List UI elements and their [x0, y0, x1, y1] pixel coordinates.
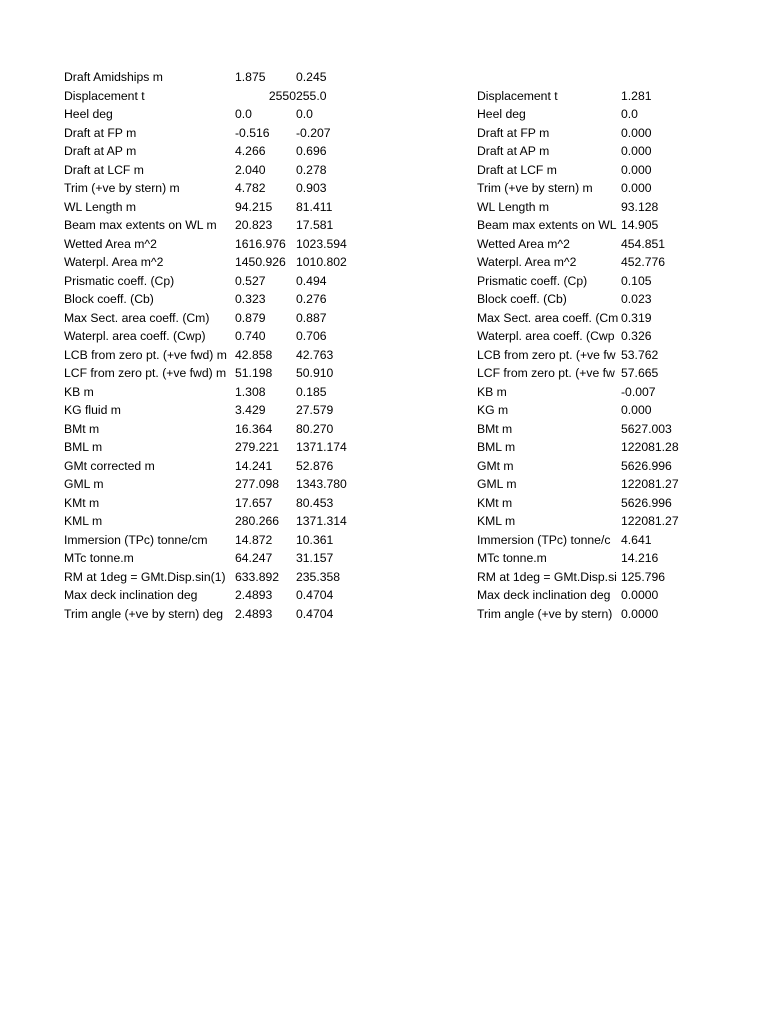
value-cell[interactable]: 0.0 — [296, 107, 313, 121]
table-row — [477, 290, 707, 309]
value-cell[interactable]: 17.657 — [235, 495, 273, 510]
table-row — [64, 272, 404, 291]
row-label-cell[interactable]: Immersion (TPc) tonne/cm — [64, 532, 208, 547]
row-label-cell[interactable]: Waterpl. area coeff. (Cwp) — [64, 329, 206, 343]
row-label-cell[interactable]: Draft at FP m — [477, 125, 550, 140]
row-label-cell[interactable]: LCB from zero pt. (+ve fwd) m — [64, 347, 227, 362]
value-cell[interactable]: 5627.003 — [621, 421, 672, 436]
row-label-cell[interactable]: KB m — [64, 384, 94, 399]
row-label-cell[interactable]: WL Length m — [64, 199, 137, 214]
value-cell[interactable]: 0.706 — [296, 329, 327, 343]
value-cell[interactable]: 0.023 — [621, 292, 652, 306]
table-row — [477, 457, 707, 476]
table-row — [64, 216, 404, 235]
table-row — [477, 346, 707, 365]
value-cell[interactable]: 122081.27 — [621, 514, 679, 528]
value-cell[interactable]: 1.281 — [621, 88, 652, 103]
value-cell[interactable]: 0.0 — [621, 107, 638, 121]
hydrostatics-table-left — [64, 68, 404, 623]
value-cell[interactable]: 0.000 — [621, 403, 652, 417]
value-cell[interactable]: 14.905 — [621, 218, 659, 232]
value-cell[interactable]: -0.516 — [235, 125, 270, 140]
value-cell[interactable]: 0.494 — [296, 273, 327, 288]
row-label-cell[interactable]: KMt m — [64, 495, 100, 510]
value-cell[interactable]: 122081.28 — [621, 440, 679, 454]
value-cell[interactable]: 280.266 — [235, 514, 280, 528]
table-row — [477, 124, 707, 143]
row-label-cell[interactable]: BMt m — [477, 421, 513, 436]
table-row — [64, 457, 404, 476]
value-cell[interactable]: 0.105 — [621, 273, 652, 288]
table-row — [64, 438, 404, 457]
row-label-cell[interactable]: Draft at AP m — [477, 144, 550, 158]
value-cell[interactable]: 0.0000 — [621, 588, 659, 602]
value-cell[interactable]: 3.429 — [235, 403, 266, 417]
value-cell[interactable]: 0.000 — [621, 144, 652, 158]
table-row — [64, 512, 404, 531]
row-label-cell[interactable]: RM at 1deg = GMt.Disp.si — [477, 569, 617, 584]
row-label-cell[interactable]: MTc tonne.m — [477, 551, 547, 565]
value-cell[interactable]: 1371.174 — [296, 440, 347, 454]
value-cell[interactable]: 0.276 — [296, 292, 327, 306]
table-row — [477, 494, 707, 513]
table-row — [477, 401, 707, 420]
table-row — [64, 124, 404, 143]
value-cell[interactable]: 10.361 — [296, 532, 334, 547]
row-label-cell[interactable]: Heel deg — [477, 107, 526, 121]
table-row — [64, 87, 404, 106]
table-row — [64, 327, 404, 346]
value-cell[interactable]: 0.903 — [296, 181, 327, 195]
table-row — [64, 235, 404, 254]
table-row — [64, 142, 404, 161]
row-label-cell[interactable]: Trim angle (+ve by stern) — [477, 606, 613, 621]
table-row — [64, 568, 404, 587]
table-row — [64, 364, 404, 383]
table-row — [64, 383, 404, 402]
table-row — [477, 420, 707, 439]
value-cell[interactable]: -0.007 — [621, 384, 656, 399]
row-label-cell[interactable]: Block coeff. (Cb) — [64, 292, 154, 306]
value-cell[interactable]: 93.128 — [621, 199, 659, 214]
table-row — [64, 420, 404, 439]
value-cell[interactable]: 277.098 — [235, 477, 280, 491]
value-cell[interactable]: 52.876 — [296, 458, 334, 473]
value-cell[interactable]: 0.0000 — [621, 606, 659, 621]
value-cell[interactable]: 0.185 — [296, 384, 327, 399]
value-cell[interactable]: 0.696 — [296, 144, 327, 158]
row-label-cell[interactable]: Beam max extents on WL m — [64, 218, 217, 232]
row-label-cell[interactable]: Prismatic coeff. (Cp) — [64, 273, 175, 288]
value-cell[interactable]: 53.762 — [621, 347, 659, 362]
value-cell[interactable]: 2550 — [268, 88, 296, 103]
value-cell[interactable]: 0.0 — [235, 107, 252, 121]
row-label-cell[interactable]: KG fluid m — [64, 403, 121, 417]
table-row — [64, 494, 404, 513]
row-label-cell[interactable]: BML m — [64, 440, 103, 454]
value-cell[interactable]: 20.823 — [235, 218, 273, 232]
table-row — [64, 475, 404, 494]
value-cell[interactable]: 5626.996 — [621, 458, 672, 473]
value-cell[interactable]: 235.358 — [296, 569, 341, 584]
value-cell[interactable]: 1371.314 — [296, 514, 347, 528]
value-cell[interactable]: 0.319 — [621, 310, 652, 325]
table-row — [64, 198, 404, 217]
value-cell[interactable]: 0.326 — [621, 329, 652, 343]
value-cell[interactable]: 27.579 — [296, 403, 334, 417]
table-row — [477, 198, 707, 217]
value-cell[interactable]: 50.910 — [296, 366, 334, 380]
table-row — [64, 346, 404, 365]
row-label-cell[interactable]: KB m — [477, 384, 507, 399]
row-label-cell[interactable]: KML m — [64, 514, 103, 528]
row-label-cell[interactable]: Wetted Area m^2 — [477, 236, 570, 251]
value-cell[interactable]: 64.247 — [235, 551, 273, 565]
row-label-cell[interactable]: LCB from zero pt. (+ve fw — [477, 347, 616, 362]
row-label-cell[interactable]: LCF from zero pt. (+ve fwd) m — [64, 366, 227, 380]
table-row — [64, 531, 404, 550]
row-label-cell[interactable]: BML m — [477, 440, 516, 454]
row-label-cell[interactable]: Prismatic coeff. (Cp) — [477, 273, 588, 288]
value-cell[interactable]: 633.892 — [235, 569, 280, 584]
table-row — [477, 512, 707, 531]
value-cell[interactable]: 1.308 — [235, 384, 266, 399]
value-cell[interactable]: 0.4704 — [296, 606, 334, 621]
table-row — [64, 605, 404, 624]
row-label-cell[interactable]: GMt m — [477, 458, 514, 473]
value-cell[interactable]: 1616.976 — [235, 236, 286, 251]
value-cell[interactable]: 0.323 — [235, 292, 266, 306]
value-cell[interactable]: 14.872 — [235, 532, 273, 547]
table-row — [477, 105, 707, 124]
table-row — [64, 401, 404, 420]
value-cell[interactable]: 31.157 — [296, 551, 334, 565]
value-cell[interactable]: 0.000 — [621, 162, 652, 177]
table-row — [477, 87, 707, 106]
row-label-cell[interactable]: BMt m — [64, 421, 100, 436]
value-cell[interactable]: 0.4704 — [296, 588, 334, 602]
row-label-cell[interactable]: Draft at FP m — [64, 125, 137, 140]
value-cell[interactable]: 14.241 — [235, 458, 273, 473]
value-cell[interactable]: 16.364 — [235, 421, 273, 436]
row-label-cell[interactable]: Max deck inclination deg — [64, 588, 198, 602]
value-cell[interactable]: 1010.802 — [296, 255, 347, 269]
table-row — [64, 309, 404, 328]
table-row — [64, 68, 404, 87]
table-row — [477, 549, 707, 568]
value-cell[interactable]: 80.453 — [296, 495, 334, 510]
table-row — [477, 253, 707, 272]
value-cell[interactable]: 0.527 — [235, 273, 266, 288]
value-cell[interactable]: 0.879 — [235, 310, 266, 325]
value-cell[interactable]: 0.278 — [296, 162, 327, 177]
table-row — [477, 383, 707, 402]
row-label-cell[interactable]: KG m — [477, 403, 509, 417]
value-cell[interactable]: 454.851 — [621, 236, 666, 251]
value-cell[interactable]: 51.198 — [235, 366, 273, 380]
row-label-cell[interactable]: MTc tonne.m — [64, 551, 134, 565]
value-cell[interactable]: -0.207 — [296, 125, 331, 140]
value-cell[interactable]: 1450.926 — [235, 255, 286, 269]
hydrostatics-table-right — [477, 87, 707, 624]
row-label-cell[interactable]: Block coeff. (Cb) — [477, 292, 567, 306]
row-label-cell[interactable]: RM at 1deg = GMt.Disp.sin(1) — [64, 569, 226, 584]
row-label-cell[interactable]: Max deck inclination deg — [477, 588, 611, 602]
table-row — [477, 235, 707, 254]
value-cell[interactable]: 1023.594 — [296, 236, 347, 251]
row-label-cell[interactable]: Trim (+ve by stern) m — [64, 181, 180, 195]
value-cell[interactable]: 0.887 — [296, 310, 327, 325]
table-row — [477, 605, 707, 624]
value-cell[interactable]: 122081.27 — [621, 477, 679, 491]
row-label-cell[interactable]: Displacement t — [477, 88, 558, 103]
row-label-cell[interactable]: Draft at LCF m — [64, 162, 144, 177]
table-row — [477, 142, 707, 161]
value-cell[interactable]: 2.4893 — [235, 588, 273, 602]
row-label-cell[interactable]: Immersion (TPc) tonne/c — [477, 532, 611, 547]
table-row — [477, 309, 707, 328]
value-cell[interactable]: 81.411 — [296, 199, 333, 214]
row-label-cell[interactable]: Wetted Area m^2 — [64, 236, 157, 251]
value-cell[interactable]: 14.216 — [621, 551, 659, 565]
row-label-cell[interactable]: Trim angle (+ve by stern) deg — [64, 606, 224, 621]
table-row — [477, 568, 707, 587]
table-row — [477, 161, 707, 180]
value-cell[interactable]: 42.858 — [235, 347, 273, 362]
row-label-cell[interactable]: Waterpl. Area m^2 — [64, 255, 164, 269]
row-label-cell[interactable]: Beam max extents on WL — [477, 218, 617, 232]
value-cell[interactable]: 125.796 — [621, 569, 666, 584]
row-label-cell[interactable]: Trim (+ve by stern) m — [477, 181, 593, 195]
row-label-cell[interactable]: Displacement t — [64, 88, 145, 103]
row-label-cell[interactable]: Draft at AP m — [64, 144, 137, 158]
value-cell[interactable]: 255.0 — [296, 88, 327, 103]
value-cell[interactable]: 4.641 — [621, 532, 652, 547]
row-label-cell[interactable]: KMt m — [477, 495, 513, 510]
table-row — [64, 161, 404, 180]
row-label-cell[interactable]: WL Length m — [477, 199, 550, 214]
table-row — [64, 290, 404, 309]
value-cell[interactable]: 2.040 — [235, 162, 266, 177]
value-cell[interactable]: 4.782 — [235, 181, 266, 195]
value-cell[interactable]: 4.266 — [235, 144, 266, 158]
table-row — [477, 327, 707, 346]
table-row — [64, 253, 404, 272]
row-label-cell[interactable]: Draft at LCF m — [477, 162, 557, 177]
value-cell[interactable]: 94.215 — [235, 199, 273, 214]
row-label-cell[interactable]: Heel deg — [64, 107, 113, 121]
row-label-cell[interactable]: Max Sect. area coeff. (Cm) — [64, 310, 210, 325]
value-cell[interactable]: 1.875 — [235, 70, 266, 84]
row-label-cell[interactable]: KML m — [477, 514, 516, 528]
row-label-cell[interactable]: Draft Amidships m — [64, 70, 163, 84]
table-row — [477, 364, 707, 383]
row-label-cell[interactable]: GMt corrected m — [64, 458, 155, 473]
value-cell[interactable]: 0.000 — [621, 125, 652, 140]
value-cell[interactable]: 17.581 — [296, 218, 334, 232]
table-row — [477, 586, 707, 605]
value-cell[interactable]: 452.776 — [621, 255, 666, 269]
row-label-cell[interactable]: GML m — [64, 477, 104, 491]
table-row — [477, 475, 707, 494]
value-cell[interactable]: 0.740 — [235, 329, 266, 343]
table-row — [477, 531, 707, 550]
value-cell[interactable]: 279.221 — [235, 440, 280, 454]
table-row — [477, 272, 707, 291]
table-row — [64, 179, 404, 198]
value-cell[interactable]: 57.665 — [621, 366, 659, 380]
value-cell[interactable]: 2.4893 — [235, 606, 273, 621]
row-label-cell[interactable]: Waterpl. area coeff. (Cwp — [477, 329, 615, 343]
row-label-cell[interactable]: GML m — [477, 477, 517, 491]
value-cell[interactable]: 5626.996 — [621, 495, 672, 510]
value-cell[interactable]: 0.000 — [621, 181, 652, 195]
value-cell[interactable]: 42.763 — [296, 347, 334, 362]
table-row — [64, 549, 404, 568]
row-label-cell[interactable]: Waterpl. Area m^2 — [477, 255, 577, 269]
value-cell[interactable]: 80.270 — [296, 421, 334, 436]
row-label-cell[interactable]: LCF from zero pt. (+ve fw — [477, 366, 615, 380]
row-label-cell[interactable]: Max Sect. area coeff. (Cm — [477, 310, 619, 325]
table-row — [477, 216, 707, 235]
table-row — [64, 105, 404, 124]
value-cell[interactable]: 0.245 — [296, 70, 327, 84]
table-row — [477, 179, 707, 198]
table-row — [477, 438, 707, 457]
value-cell[interactable]: 1343.780 — [296, 477, 347, 491]
table-row — [64, 586, 404, 605]
